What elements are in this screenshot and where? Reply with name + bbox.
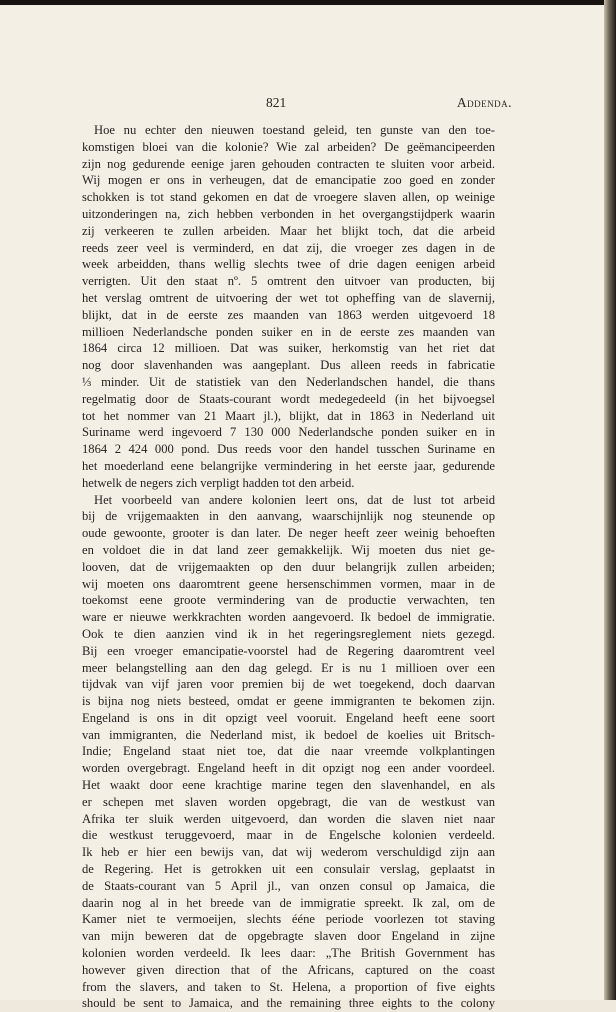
text-line: schokken is tot stand gekomen en dat de vroegere slaven allen, op weinige — [82, 190, 495, 205]
text-line: uitzonderingen na, zich hebben verbonden in het overgangstijdperk waarin — [82, 206, 495, 221]
text-line: Bij een vroeger emancipatie-voorstel had de Regering daaromtrent veel — [82, 643, 495, 658]
text-line: blijkt, dat in de eerste zes maanden van 1863 werden uitgevoerd 18 — [82, 307, 495, 322]
text-line: komstigen bloei van die kolonie? Wie zal arbeiden? De geëmancipeerden — [82, 139, 495, 154]
text-line: looven, dat de vrijgemaakten op den duur belangrijk zullen arbeiden; — [82, 559, 495, 574]
text-line: daarin nog al in het breede van de immigratie spreekt. Ik zal, om de — [82, 895, 495, 910]
page-number: 821 — [266, 95, 287, 110]
text-line: Suriname werd ingevoerd 7 130 000 Nederlandsche ponden suiker en in — [82, 425, 495, 440]
text-line: is bijna nog niets besteed, omdat er geene immigranten te bekomen zijn. — [82, 694, 495, 709]
text-line: en voldoet die in dat land zeer gemakkelijk. Wij moeten dus niet ge- — [82, 542, 495, 557]
text-line: tot het nommer van 21 Maart jl.), blijkt, dat in 1863 in Nederland uit — [82, 408, 495, 423]
text-line: Indie; Engeland staat niet toe, dat die naar vreemde volkplantingen — [82, 744, 495, 759]
text-line: Afrika ter sluik werden uitgevoerd, dan worden die slaven niet naar — [82, 811, 495, 826]
text-line: Wij mogen er ons in verheugen, dat de emancipatie zoo goed en zonder — [82, 173, 495, 188]
text-line: de Regering. Het is getrokken uit een consulair verslag, geplaatst in — [82, 862, 495, 877]
text-line: tijdvak van vijf jaren voor premien bij de wet toegekend, doch daarvan — [82, 677, 495, 692]
scan-border-right — [604, 0, 616, 1000]
text-line: Hoe nu echter den nieuwen toestand geleid, ten gunste van den toe- — [94, 123, 495, 137]
text-line: Het waakt door eene krachtige marine tegen den slavenhandel, en als — [82, 778, 495, 793]
text-line: het moederland eene belangrijke vermindering in het eerste jaar, gedurende — [82, 458, 495, 473]
text-line: nog door slavenhanden was aangeplant. Dus alleen reeds in fabricatie — [82, 358, 495, 373]
text-line: wij moeten ons daaromtrent geene hersenschimmen vormen, maar in de — [82, 576, 495, 591]
text-line: het verslag omtrent de uitvoering der wet tot opheffing van de slavernij, — [82, 290, 495, 305]
text-line: hetwelk de negers zich verpligt hadden tot den arbeid. — [82, 475, 355, 490]
text-line: should be sent to Jamaica, and the remaining three eights to the colony — [82, 996, 495, 1011]
text-line: from the slavers, and taken to St. Helena, a proportion of five eights — [82, 979, 495, 994]
text-line: die westkust teruggevoerd, maar in de Engelsche kolonien verdeeld. — [82, 828, 495, 843]
text-line: Ook te dien aanzien vind ik in het regeringsreglement niets gezegd. — [82, 626, 495, 641]
text-line: kolonien worden verdeeld. Ik lees daar: „The British Government has — [82, 946, 495, 961]
text-line: ⅓ minder. Uit de statistiek van den Nederlandschen handel, die thans — [82, 374, 495, 389]
text-line: week arbeidden, thans wellig slechts twee of drie dagen eenigen arbeid — [82, 257, 495, 272]
text-line: ware er nieuwe werkkrachten worden aangevoerd. Ik bedoel de immigratie. — [82, 610, 495, 625]
text-line: er schepen met slaven worden opgebragt, die van de westkust van — [82, 794, 495, 809]
text-line: worden overgebragt. Engeland heeft in dit opzigt nog een ander voordeel. — [82, 761, 495, 776]
text-line: oude gewoonte, grooter is dan later. De neger heeft zeer weinig behoeften — [82, 526, 495, 541]
text-line: de Staats-courant van 5 April jl., van onzen consul op Jamaica, die — [82, 878, 495, 893]
text-line: meer belangstelling aan den dag gelegd. Er is nu 1 millioen over een — [82, 660, 495, 675]
text-line: zij verkeeren te zullen arbeiden. Maar het blijkt toch, dat die arbeid — [82, 223, 495, 238]
text-line: van mijn beweren dat de opgebragte slaven door Engeland in zijne — [82, 929, 495, 944]
text-line: toekomst eene groote vermindering van de productie verwachten, ten — [82, 593, 495, 608]
text-line: 1864 2 424 000 pond. Dus reeds voor den handel tusschen Suriname en — [82, 442, 495, 457]
text-line: Het voorbeeld van andere kolonien leert ons, dat de lust tot arbeid — [94, 492, 495, 507]
text-line: reeds zeer veel is verminderd, en dat zij, die vroeger zes dagen in de — [82, 240, 495, 255]
text-line: Kamer niet te vermoeijen, slechts ééne periode voorlezen tot staving — [82, 912, 495, 927]
text-line: 1864 circa 12 millioen. Dat was suiker, herkomstig van het riet dat — [82, 341, 495, 356]
text-line: regelmatig door de Staats-courant wordt medegedeeld (in het bijvoegsel — [82, 391, 495, 406]
text-line: Ik heb er hier een bewijs van, dat wij wederom verschuldigd zijn aan — [82, 845, 495, 860]
text-line: however given direction that of the Africans, captured on the coast — [82, 962, 495, 977]
text-line: Engeland is ons in dit opzigt veel vooruit. Engeland heeft eene soort — [82, 710, 495, 725]
body-text — [82, 122, 495, 1012]
text-line: verrigten. Uit den staat nº. 5 omtrent den uitvoer van producten, bij — [82, 274, 495, 289]
text-line: zijn nog gedurende eenige jaren gehouden contracten te sluiten voor arbeid. — [82, 156, 495, 171]
page-header — [82, 95, 512, 113]
text-line: bij de vrijgemaakten in den aanvang, waarschijnlijk nog steunende op — [82, 509, 495, 524]
running-head: Addenda. — [456, 95, 512, 110]
text-line: van immigranten, die Nederland mist, ik bedoel de koelies uit Britsch- — [82, 727, 495, 742]
text-line: millioen Nederlandsche ponden suiker en in de eerste zes maanden van — [82, 324, 495, 339]
